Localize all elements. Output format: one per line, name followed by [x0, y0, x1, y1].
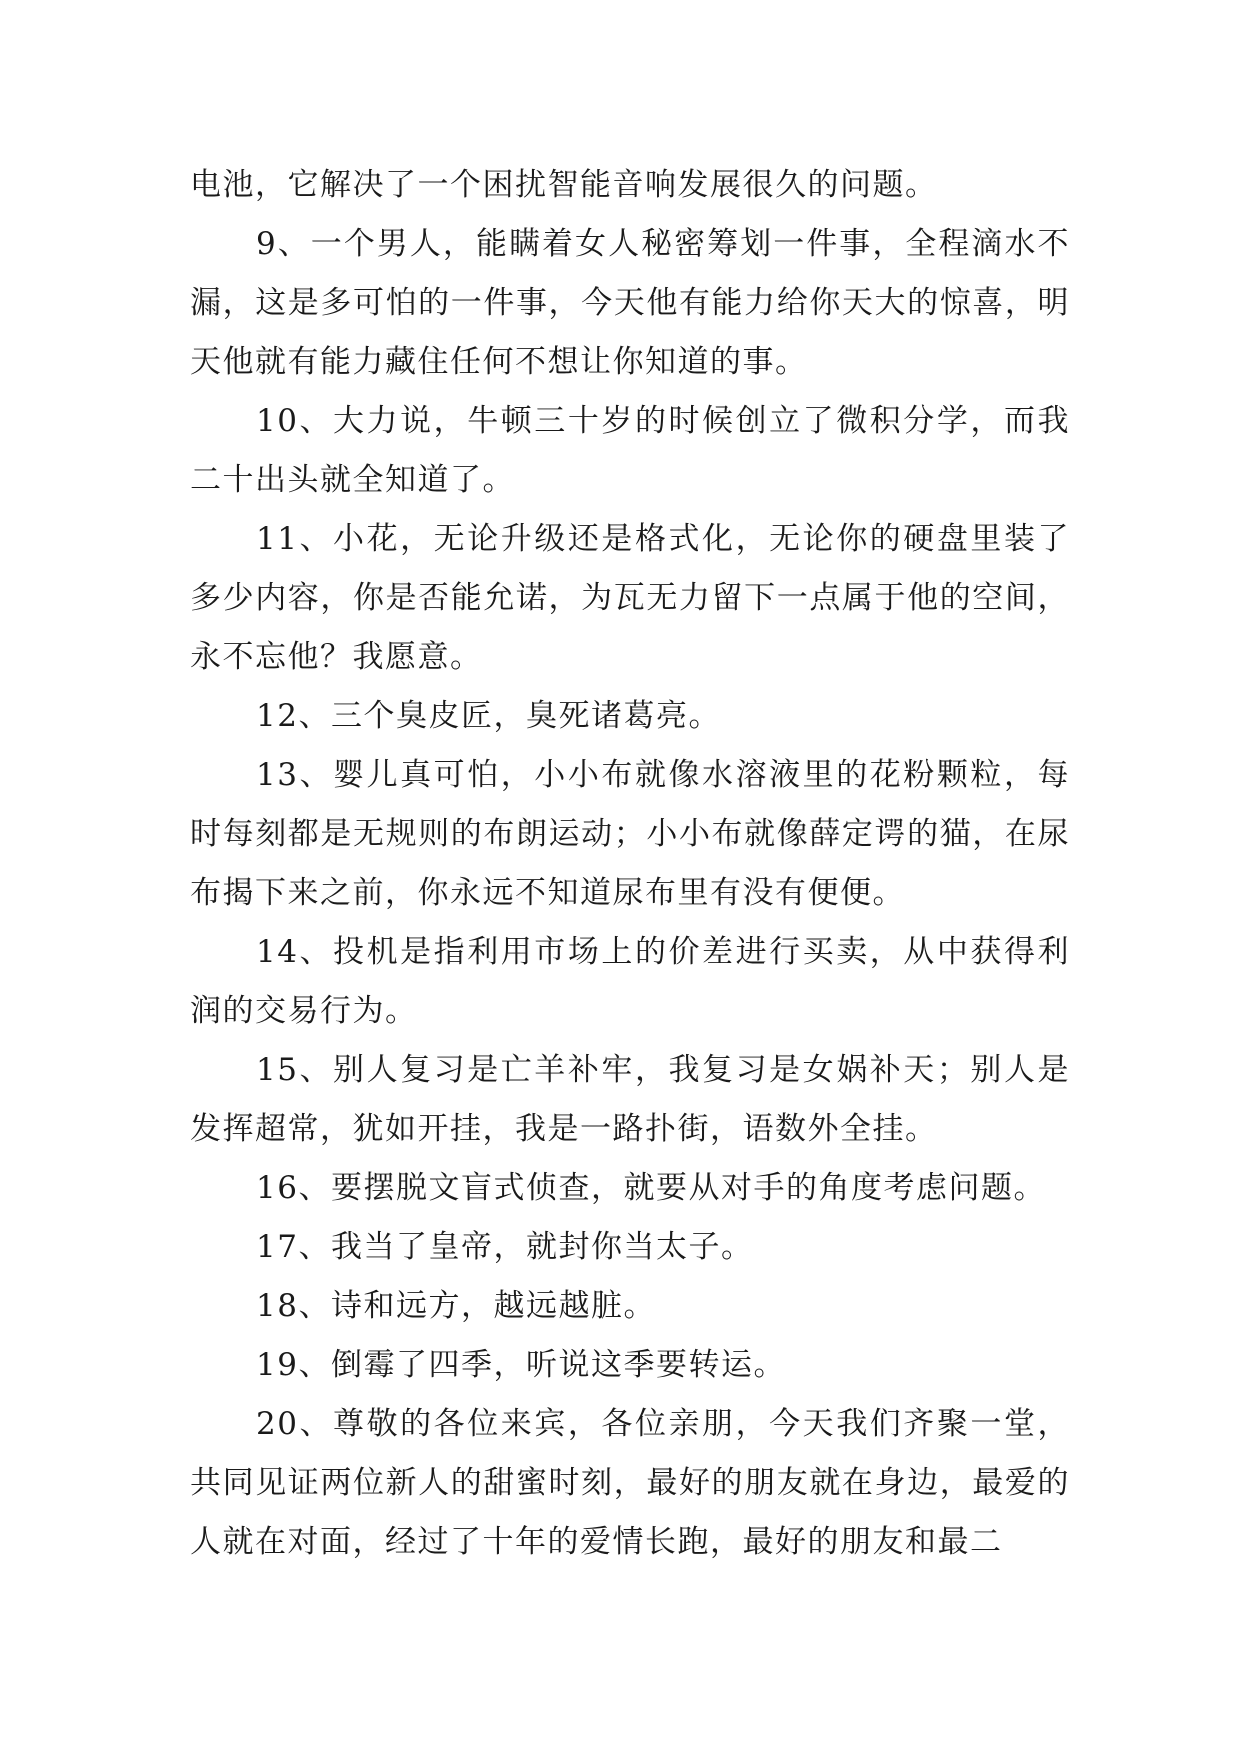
paragraph-item-19: 19、倒霉了四季，听说这季要转运。 [256, 1347, 786, 1383]
paragraph-item-13: 13、婴儿真可怕，小小布就像水溶液里的花粉颗粒，每时每刻都是无规则的布朗运动；小小布就像薛定谔的猫，在尿布揭下来之前，你永远不知道尿布里有没有便便。 [190, 757, 1070, 911]
paragraph-item-14: 14、投机是指利用市场上的价差进行买卖，从中获得利润的交易行为。 [190, 934, 1070, 1029]
paragraph-item-16: 16、要摆脱文盲式侦查，就要从对手的角度考虑问题。 [256, 1170, 1046, 1206]
paragraph-item-10: 10、大力说，牛顿三十岁的时候创立了微积分学，而我二十出头就全知道了。 [190, 403, 1070, 498]
paragraph-item-17: 17、我当了皇帝，就封你当太子。 [256, 1229, 754, 1265]
paragraph-continuation: 电池，它解决了一个困扰智能音响发展很久的问题。 [190, 167, 938, 203]
paragraph-item-18: 18、诗和远方，越远越脏。 [256, 1288, 656, 1324]
document-body [190, 156, 1070, 1572]
paragraph-item-9: 9、一个男人，能瞒着女人秘密筹划一件事，全程滴水不漏，这是多可怕的一件事，今天他有能力给你天大的惊喜，明天他就有能力藏住任何不想让你知道的事。 [190, 226, 1070, 380]
paragraph-item-15: 15、别人复习是亡羊补牢，我复习是女娲补天；别人是发挥超常，犹如开挂，我是一路扑街，语数外全挂。 [190, 1052, 1070, 1147]
paragraph-item-12: 12、三个臭皮匠，臭死诸葛亮。 [256, 698, 721, 734]
paragraph-item-20: 20、尊敬的各位来宾，各位亲朋，今天我们齐聚一堂，共同见证两位新人的甜蜜时刻，最好的朋友就在身边，最爱的人就在对面，经过了十年的爱情长跑，最好的朋友和最二 [190, 1406, 1070, 1560]
paragraph-item-11: 11、小花，无论升级还是格式化，无论你的硬盘里装了多少内容，你是否能允诺，为瓦无力留下一点属于他的空间，永不忘他？我愿意。 [190, 521, 1070, 675]
